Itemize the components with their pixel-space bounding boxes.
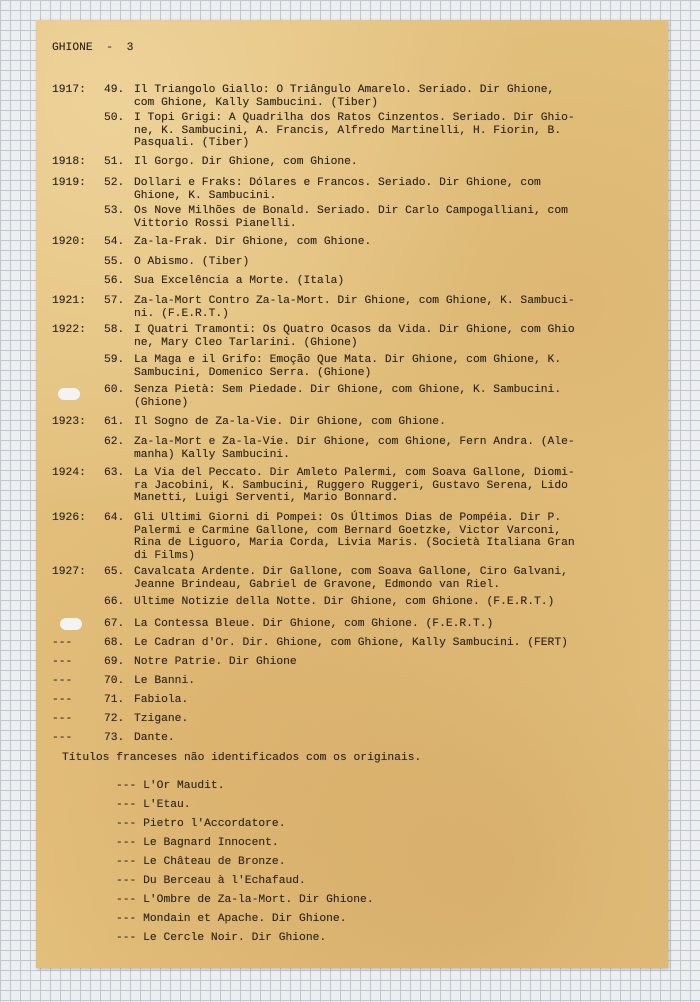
film-entry: [52, 467, 652, 505]
entry-year: 1923:: [52, 416, 86, 428]
french-title-item: --- Pietro l'Accordatore.: [116, 818, 286, 830]
entry-number: 51.: [104, 156, 125, 168]
entry-year: 1917:: [52, 84, 86, 96]
film-entry: [52, 84, 652, 109]
film-entry: [52, 205, 652, 230]
entry-number: 54.: [104, 236, 125, 248]
entry-number: 68.: [104, 637, 125, 649]
film-entry: [52, 713, 652, 726]
film-entry: [52, 675, 652, 688]
french-title-item: --- Mondain et Apache. Dir Ghione.: [116, 913, 347, 925]
film-entry: [52, 656, 652, 669]
entry-year: 1920:: [52, 236, 86, 248]
film-entry: [52, 295, 652, 320]
film-entry: [52, 694, 652, 707]
entry-number: 59.: [104, 354, 125, 366]
entry-year: ---: [52, 637, 73, 649]
entry-number: 57.: [104, 295, 125, 307]
french-title-item: --- Du Berceau à l'Echafaud.: [116, 875, 306, 887]
entry-number: 49.: [104, 84, 125, 96]
entry-text: Tzigane.: [134, 713, 189, 725]
entry-text: Za-la-Mort Contro Za-la-Mort. Dir Ghione, com Ghione, K. Sambuci- ni. (F.E.R.T.): [134, 295, 575, 320]
entry-text: Za-la-Mort e Za-la-Vie. Dir Ghione, com Ghione, Fern Andra. (Ale- manha) Kally Sambucini.: [134, 436, 575, 461]
entry-text: Sua Excelência a Morte. (Itala): [134, 275, 345, 287]
entry-number: 61.: [104, 416, 125, 428]
film-entry: [52, 384, 652, 409]
entry-text: Dollari e Fraks: Dólares e Francos. Seriado. Dir Ghione, com Ghione, K. Sambucini.: [134, 177, 541, 202]
entry-number: 53.: [104, 205, 125, 217]
entry-text: I Quatri Tramonti: Os Quatro Ocasos da Vida. Dir Ghione, com Ghio ne, Mary Cleo Tarlarini. (Ghione): [134, 324, 575, 349]
film-entry: [52, 256, 652, 269]
entry-number: 60.: [104, 384, 125, 396]
entry-number: 62.: [104, 436, 125, 448]
entry-number: 64.: [104, 512, 125, 524]
film-entry: [52, 637, 652, 650]
film-entry: [52, 156, 652, 169]
entry-text: Ultime Notizie della Notte. Dir Ghione, com Ghione. (F.E.R.T.): [134, 596, 555, 608]
entry-number: 69.: [104, 656, 125, 668]
entry-text: Il Gorgo. Dir Ghione, com Ghione.: [134, 156, 358, 168]
film-entry: [52, 275, 652, 288]
entry-text: I Topi Grigi: A Quadrilha dos Ratos Cinzentos. Seriado. Dir Ghio- ne, K. Sambucini, A. Francis, Alfredo Martinelli, H. Fiorin, B. Pasquali. (Tiber): [134, 112, 575, 150]
entry-number: 72.: [104, 713, 125, 725]
entry-number: 66.: [104, 596, 125, 608]
entry-text: Il Triangolo Giallo: O Triângulo Amarelo. Seriado. Dir Ghione, com Ghione, Kally Sambucini. (Tiber): [134, 84, 555, 109]
film-entry: [52, 596, 652, 609]
entry-year: 1919:: [52, 177, 86, 189]
french-titles-note: Títulos franceses não identificados com os originais.: [62, 752, 422, 764]
entry-year: ---: [52, 713, 73, 725]
film-entry: [52, 236, 652, 249]
film-entry: [52, 618, 652, 631]
entry-text: Os Nove Milhões de Bonald. Seriado. Dir Carlo Campogalliani, com Vittorio Rossi Pianelli.: [134, 205, 568, 230]
film-entry: [52, 416, 652, 429]
entry-number: 71.: [104, 694, 125, 706]
entry-number: 70.: [104, 675, 125, 687]
french-title-item: --- L'Etau.: [116, 799, 191, 811]
film-entry: [52, 112, 652, 150]
french-title-item: --- L'Ombre de Za-la-Mort. Dir Ghione.: [116, 894, 374, 906]
entry-number: 52.: [104, 177, 125, 189]
entry-year: 1926:: [52, 512, 86, 524]
entry-number: 56.: [104, 275, 125, 287]
entry-text: Notre Patrie. Dir Ghione: [134, 656, 297, 668]
entry-number: 73.: [104, 732, 125, 744]
entry-number: 50.: [104, 112, 125, 124]
entry-text: Senza Pietà: Sem Piedade. Dir Ghione, com Ghione, K. Sambucini. (Ghione): [134, 384, 562, 409]
entry-year: ---: [52, 675, 73, 687]
entry-text: Le Banni.: [134, 675, 196, 687]
entry-year: ---: [52, 694, 73, 706]
entry-number: 67.: [104, 618, 125, 630]
entry-number: 65.: [104, 566, 125, 578]
french-title-item: --- Le Cercle Noir. Dir Ghione.: [116, 932, 327, 944]
entry-year: 1922:: [52, 324, 86, 336]
french-title-item: --- L'Or Maudit.: [116, 780, 225, 792]
entry-text: Fabiola.: [134, 694, 189, 706]
entry-text: Il Sogno de Za-la-Vie. Dir Ghione, com Ghione.: [134, 416, 446, 428]
entry-text: Za-la-Frak. Dir Ghione, com Ghione.: [134, 236, 372, 248]
entry-text: Cavalcata Ardente. Dir Gallone, com Soava Gallone, Ciro Galvani, Jeanne Brindeau, Gabriel de Gravone, Edmondo van Riel.: [134, 566, 568, 591]
entry-number: 55.: [104, 256, 125, 268]
french-title-item: --- Le Château de Bronze.: [116, 856, 286, 868]
film-entry: [52, 324, 652, 349]
film-entry: [52, 512, 652, 562]
entry-text: Gli Ultimi Giorni di Pompei: Os Últimos Dias de Pompéia. Dir P. Palermi e Carmine Gallone, com Bernard Goetzke, Victor Varconi, Rina de Liguoro, Maria Corda, Livia Maris. (Società Italiana Gran di Films): [134, 512, 575, 562]
film-entry: [52, 566, 652, 591]
french-title-item: --- Le Bagnard Innocent.: [116, 837, 279, 849]
entry-year: 1918:: [52, 156, 86, 168]
entry-text: Le Cadran d'Or. Dir. Ghione, com Ghione, Kally Sambucini. (FERT): [134, 637, 568, 649]
entry-year: ---: [52, 656, 73, 668]
entry-text: La Maga e il Grifo: Emoção Que Mata. Dir Ghione, com Ghione, K. Sambucini, Domenico Serra. (Ghione): [134, 354, 562, 379]
film-entry: [52, 732, 652, 745]
entry-number: 63.: [104, 467, 125, 479]
entry-number: 58.: [104, 324, 125, 336]
entry-text: La Contessa Bleue. Dir Ghione, com Ghione. (F.E.R.T.): [134, 618, 494, 630]
entry-text: Dante.: [134, 732, 175, 744]
page-header: GHIONE - 3: [52, 42, 134, 54]
film-entry: [52, 354, 652, 379]
entry-year: 1927:: [52, 566, 86, 578]
entry-year: ---: [52, 732, 73, 744]
entry-year: 1924:: [52, 467, 86, 479]
entry-text: O Abismo. (Tiber): [134, 256, 250, 268]
film-entry: [52, 177, 652, 202]
film-entry: [52, 436, 652, 461]
entry-text: La Via del Peccato. Dir Amleto Palermi, com Soava Gallone, Diomi- ra Jacobini, K. Sambucini, Ruggero Ruggeri, Gustavo Serena, Lido Manetti, Luigi Serventi, Mario Bonnard.: [134, 467, 575, 505]
entry-year: 1921:: [52, 295, 86, 307]
